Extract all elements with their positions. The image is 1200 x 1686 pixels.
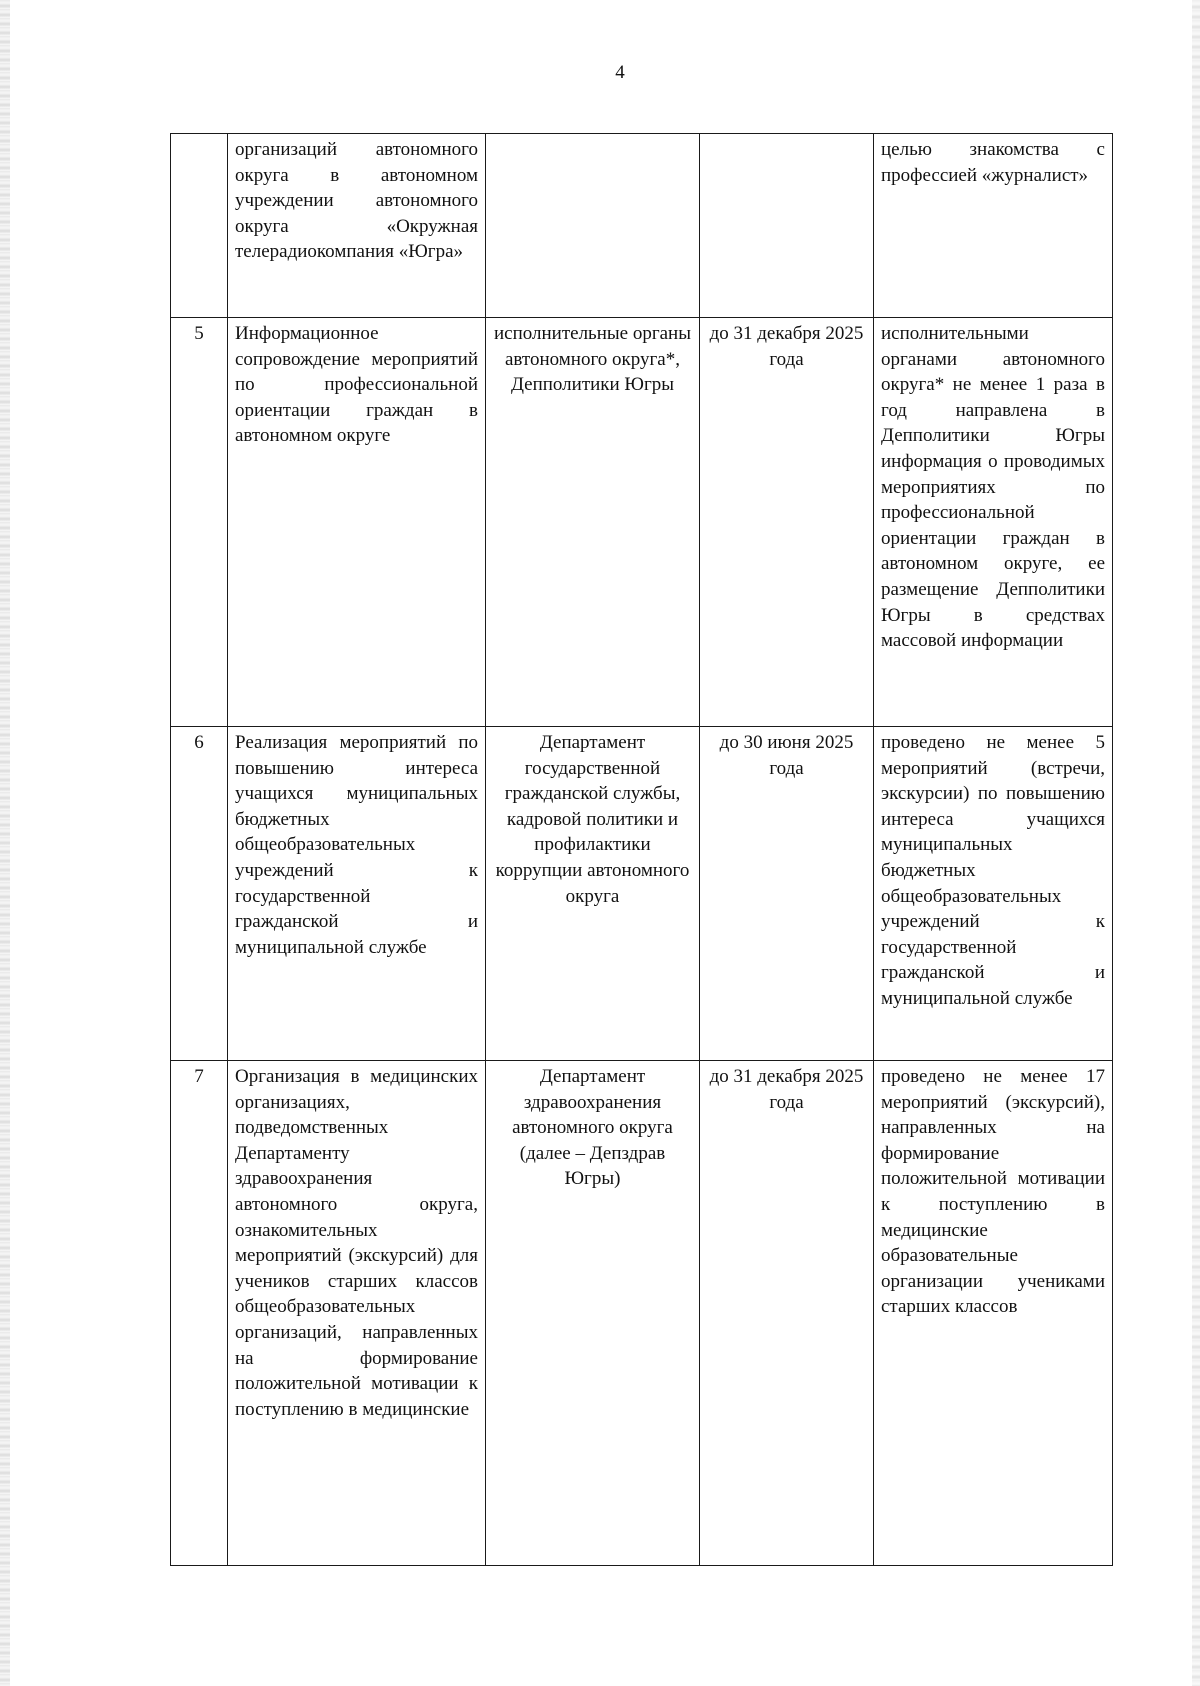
row-number xyxy=(171,134,228,318)
scan-edge-left xyxy=(0,0,10,1686)
row-number: 5 xyxy=(171,318,228,727)
activity-name: Организация в медицинских организациях, подведомственных Департаменту здравоохранения автономного округа, ознакомительных мероприятий (экскурсий) для учеников старших классов общеобразовательных организаций, направленных на формирование положительной мотивации к поступлению в медицинские xyxy=(228,1061,486,1566)
responsible-executor: исполнительные органы автономного округа*, Депполитики Югры xyxy=(486,318,700,727)
scan-edge-right xyxy=(1192,0,1200,1686)
deadline: до 30 июня 2025 года xyxy=(700,727,874,1061)
responsible-executor: Департамент государственной гражданской службы, кадровой политики и профилактики коррупции автономного округа xyxy=(486,727,700,1061)
page-number: 4 xyxy=(615,62,625,83)
table-row xyxy=(171,727,1113,1061)
plan-table xyxy=(170,133,1113,1566)
deadline: до 31 декабря 2025 года xyxy=(700,1061,874,1566)
table-row xyxy=(171,1061,1113,1566)
table-row xyxy=(171,318,1113,727)
expected-result: исполнительными органами автономного округа* не менее 1 раза в год направлена в Депполитики Югры информация о проводимых мероприятиях по профессиональной ориентации граждан в автономном округе, ее размещение Депполитики Югры в средствах массовой информации xyxy=(874,318,1113,727)
expected-result: проведено не менее 5 мероприятий (встречи, экскурсии) по повышению интереса учащихся муниципальных бюджетных общеобразовательных учреждений к государственной гражданской и муниципальной службе xyxy=(874,727,1113,1061)
deadline: до 31 декабря 2025 года xyxy=(700,318,874,727)
table-row xyxy=(171,134,1113,318)
activity-name: Информационное сопровождение мероприятий по профессиональной ориентации граждан в автономном округе xyxy=(228,318,486,727)
responsible-executor xyxy=(486,134,700,318)
row-number: 7 xyxy=(171,1061,228,1566)
expected-result: проведено не менее 17 мероприятий (экскурсий), направленных на формирование положительной мотивации к поступлению в медицинские образовательные организации учениками старших классов xyxy=(874,1061,1113,1566)
row-number: 6 xyxy=(171,727,228,1061)
activity-name: Реализация мероприятий по повышению интереса учащихся муниципальных бюджетных общеобразовательных учреждений к государственной гражданской и муниципальной службе xyxy=(228,727,486,1061)
responsible-executor: Департамент здравоохранения автономного округа (далее – Депздрав Югры) xyxy=(486,1061,700,1566)
activity-name: организаций автономного округа в автономном учреждении автономного округа «Окружная телерадиокомпания «Югра» xyxy=(228,134,486,318)
deadline xyxy=(700,134,874,318)
expected-result: целью знакомства с профессией «журналист» xyxy=(874,134,1113,318)
